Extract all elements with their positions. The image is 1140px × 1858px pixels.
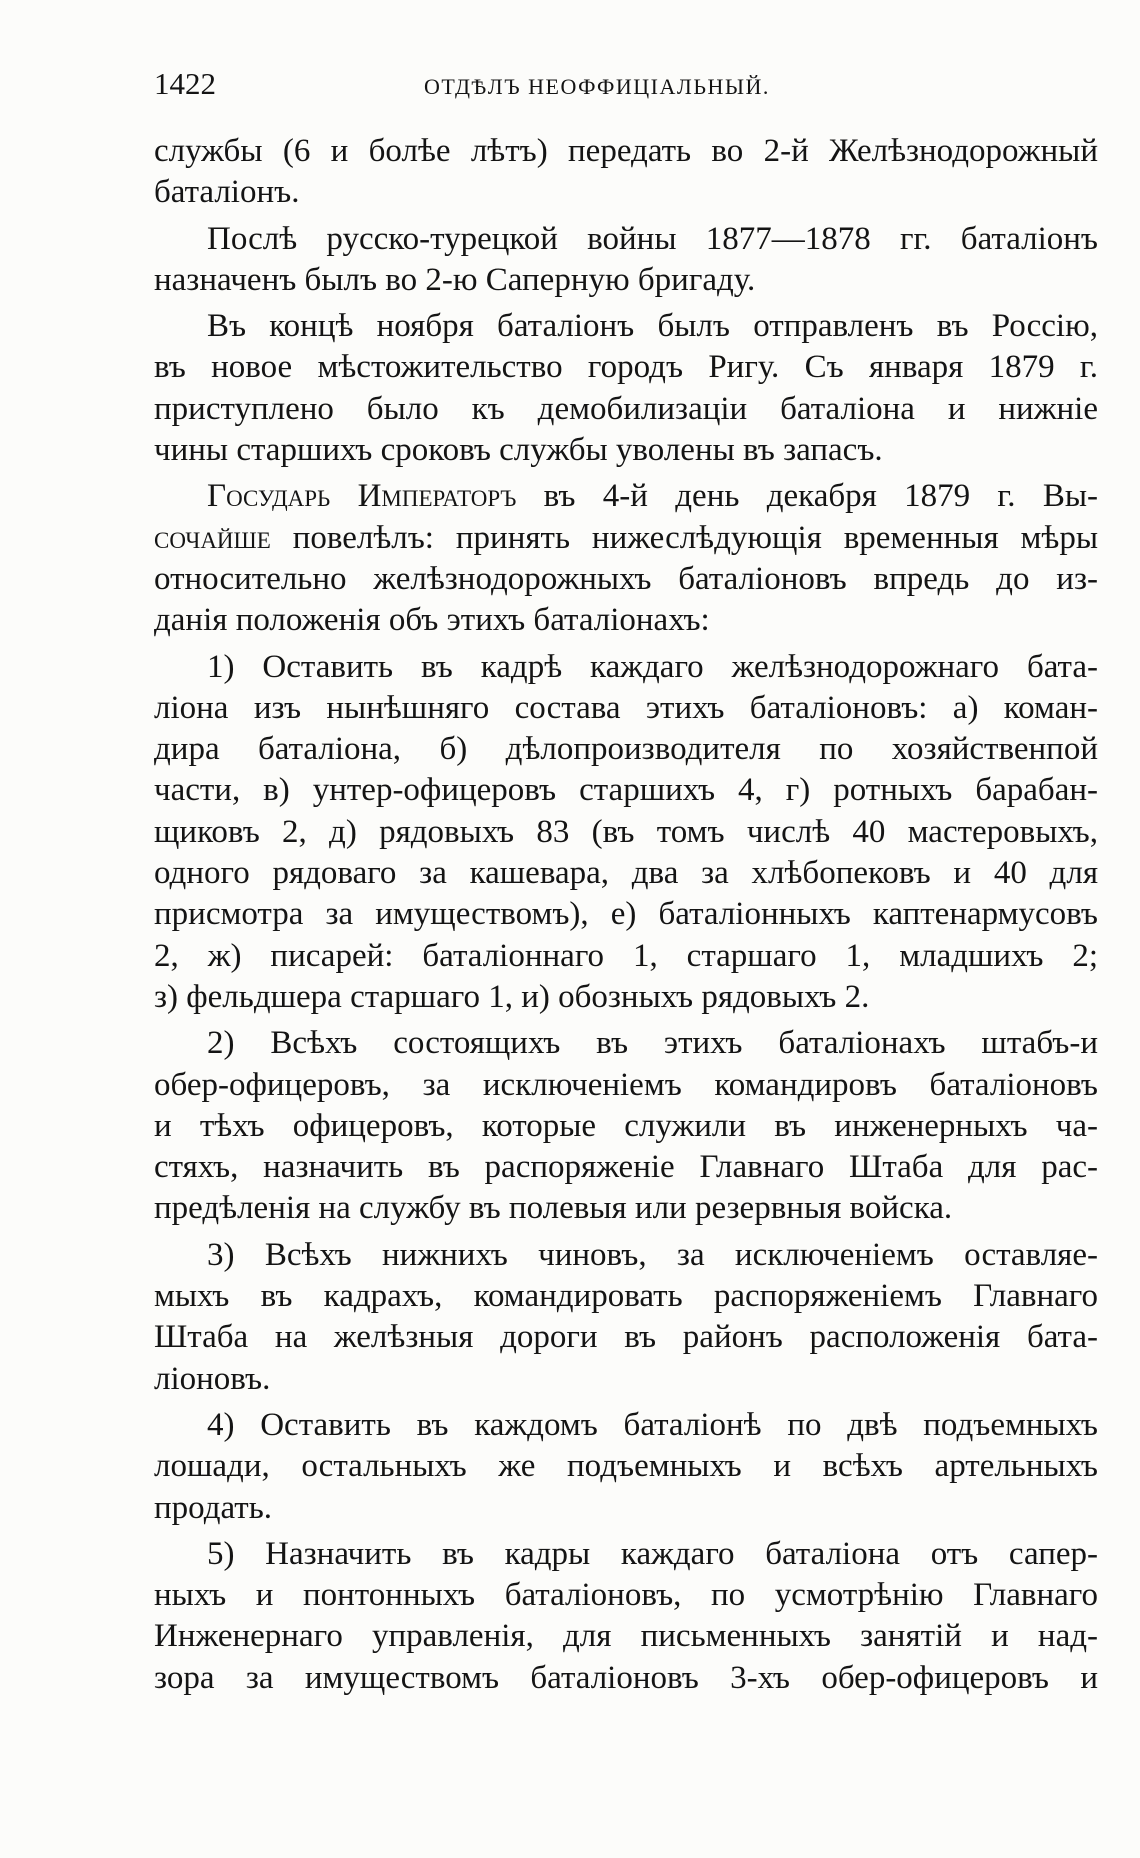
text-line: части, в) унтер-офицеровъ старшихъ 4, г) ротныхъ барабан- (154, 772, 1098, 809)
text-line: приступлено было къ демобилизаціи баталіона и нижніе (154, 390, 1098, 427)
text-line: назначенъ былъ во 2-ю Саперную бригаду. (154, 261, 756, 298)
paragraph (154, 1023, 1098, 1229)
body-text (154, 131, 1098, 1699)
text-line: 4) Оставить въ каждомъ баталіонѣ по двѣ подъемныхъ (207, 1406, 1098, 1443)
text-line: 1) Оставить въ кадрѣ каждаго желѣзнодорожнаго бата- (207, 648, 1098, 685)
paragraph (154, 476, 1098, 641)
line-text: въ 4-й день декабря 1879 г. Вы- (516, 478, 1098, 515)
running-title: ОТДѢЛЪ НЕОФФИЦІАЛЬНЫЙ. (424, 74, 770, 99)
text-line: относительно желѣзнодорожныхъ баталіоновъ впредь до из- (154, 560, 1098, 597)
text-line: предѣленія на службу въ полевыя или резервныя войска. (154, 1190, 953, 1227)
text-line: службы (6 и болѣе лѣтъ) передать во 2-й Желѣзнодорожный (154, 133, 1098, 169)
paragraph (154, 647, 1098, 1019)
text-line: зора за имуществомъ баталіоновъ 3-хъ обер-офицеровъ и (154, 1659, 1098, 1696)
line-text: повелѣлъ: принять нижеслѣдующія временныя мѣры (270, 519, 1098, 556)
text-line: лошади, остальныхъ же подъемныхъ и всѣхъ артельныхъ (154, 1448, 1098, 1485)
text-line: 2, ж) писарей: баталіоннаго 1, старшаго 1, младшихъ 2; (154, 937, 1098, 974)
text-line: Штаба на желѣзныя дороги въ районъ расположенія бата- (154, 1319, 1098, 1356)
page-header (154, 62, 1098, 106)
text-line: мыхъ въ кадрахъ, командировать распоряженіемъ Главнаго (154, 1278, 1098, 1315)
text-line: Инженернаго управленія, для письменныхъ занятій и над- (154, 1618, 1098, 1655)
text-line (154, 518, 1098, 559)
text-line: въ новое мѣстожительство городъ Ригу. Съ января 1879 г. (154, 349, 1098, 386)
page-number: 1422 (154, 66, 216, 101)
text-line: баталіонъ. (154, 174, 300, 211)
text-line: одного рядоваго за кашевара, два за хлѣбопековъ и 40 для (154, 855, 1098, 892)
small-caps-text: Государь Императоръ (207, 478, 517, 515)
paragraph (154, 1235, 1098, 1400)
text-line: ліоновъ. (154, 1360, 271, 1397)
paragraph (154, 1405, 1098, 1529)
text-line: чины старшихъ сроковъ службы уволены въ запасъ. (154, 432, 883, 469)
small-caps-text: сочайше (154, 519, 271, 556)
text-line: продать. (154, 1489, 273, 1526)
text-line: стяхъ, назначить въ распоряженіе Главнаго Штаба для рас- (154, 1149, 1098, 1186)
text-line: 2) Всѣхъ состоящихъ въ этихъ баталіонахъ штабъ-и (207, 1025, 1098, 1062)
text-line: ныхъ и понтонныхъ баталіоновъ, по усмотрѣнію Главнаго (154, 1577, 1098, 1614)
text-line: ліона изъ нынѣшняго состава этихъ баталіоновъ: а) коман- (154, 689, 1098, 726)
text-line: данія положенія объ этихъ баталіонахъ: (154, 602, 710, 639)
text-line (154, 476, 1098, 517)
paragraph (154, 1534, 1098, 1699)
text-line: щиковъ 2, д) рядовыхъ 83 (въ томъ числѣ 40 мастеровыхъ, (154, 813, 1098, 850)
text-line: обер-офицеровъ, за исключеніемъ командировъ баталіоновъ (154, 1066, 1098, 1103)
text-line: 3) Всѣхъ нижнихъ чиновъ, за исключеніемъ оставляе- (207, 1236, 1098, 1273)
text-line: присмотра за имуществомъ), е) баталіонныхъ каптенармусовъ (154, 896, 1098, 933)
text-line: 5) Назначить въ кадры каждаго баталіона отъ сапер- (207, 1535, 1098, 1572)
text-line: з) фельдшера старшаго 1, и) обозныхъ рядовыхъ 2. (154, 978, 870, 1015)
text-line: Въ концѣ ноября баталіонъ былъ отправленъ въ Россію, (207, 308, 1098, 345)
paragraph (154, 131, 1098, 214)
paragraph (154, 306, 1098, 471)
paragraph (154, 219, 1098, 302)
text-line: и тѣхъ офицеровъ, которые служили въ инженерныхъ ча- (154, 1107, 1098, 1144)
text-line: дира баталіона, б) дѣлопроизводителя по хозяйственпой (154, 731, 1098, 768)
text-line: Послѣ русско-турецкой войны 1877—1878 гг. баталіонъ (207, 220, 1098, 257)
